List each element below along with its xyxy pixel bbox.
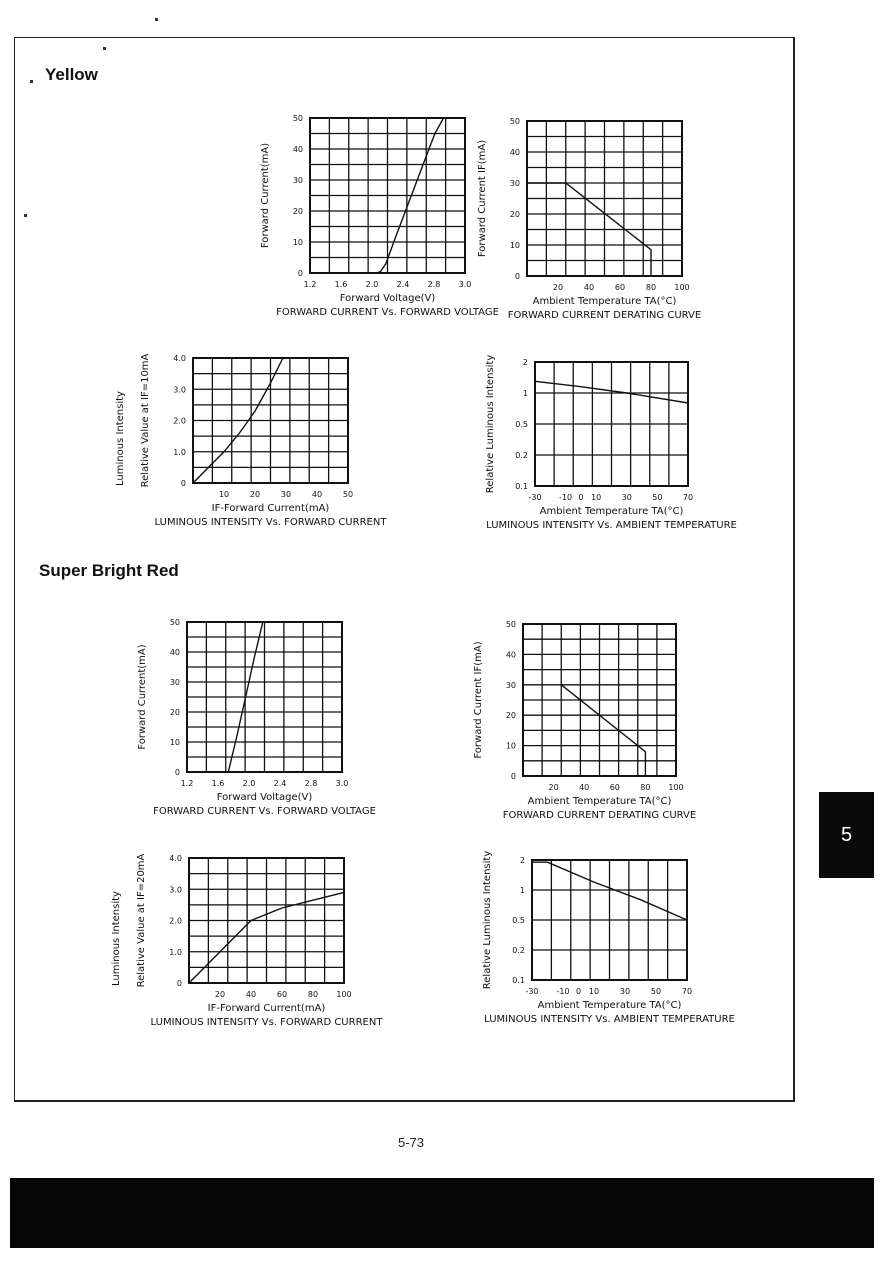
x-tick-label: 20 xyxy=(552,283,564,292)
x-tick-label: -10 xyxy=(559,493,573,502)
x-tick-label: 3.0 xyxy=(335,779,349,788)
y-tick-label: 0 xyxy=(510,772,516,781)
page-number: 5-73 xyxy=(397,1135,425,1150)
chart-red-luminous-vs-temperature xyxy=(455,838,775,1033)
x-tick-label: 1.2 xyxy=(180,779,194,788)
x-tick-label: 20 xyxy=(249,490,261,499)
x-tick-label: 60 xyxy=(276,990,288,999)
chart-title: FORWARD CURRENT Vs. FORWARD VOLTAGE xyxy=(276,307,499,318)
y-tick-label: 50 xyxy=(505,620,516,629)
chart-yellow-derating-curve xyxy=(455,110,775,325)
y-axis-label: Forward Current(mA) xyxy=(260,142,271,249)
x-tick-label: 50 xyxy=(650,987,662,996)
y-tick-label: 0.5 xyxy=(515,420,528,429)
chart-title: FORWARD CURRENT DERATING CURVE xyxy=(502,810,697,821)
x-tick-label: 30 xyxy=(621,493,632,502)
chart-svg xyxy=(120,612,420,822)
y-tick-label: 50 xyxy=(169,618,180,627)
x-axis-label: Ambient Temperature TA(°C) xyxy=(532,296,677,307)
chart-svg xyxy=(100,340,420,535)
y-tick-label: 0.2 xyxy=(515,451,528,460)
x-tick-label: 3.0 xyxy=(458,280,472,289)
x-tick-label: 10 xyxy=(591,493,602,502)
y-tick-label: 2.0 xyxy=(173,416,186,426)
y-tick-label: 20 xyxy=(509,210,520,219)
y-tick-label: 0 xyxy=(180,479,186,488)
y-tick-label: 1.0 xyxy=(173,447,186,457)
x-axis-label: IF-Forward Current(mA) xyxy=(207,1003,326,1014)
x-tick-label: 2.4 xyxy=(396,280,410,289)
y-tick-label: 0 xyxy=(176,979,182,988)
x-tick-label: 100 xyxy=(668,783,684,792)
chart-title: LUMINOUS INTENSITY Vs. AMBIENT TEMPERATURE xyxy=(484,1014,735,1025)
chart-red-derating-curve xyxy=(455,612,775,822)
chart-title: FORWARD CURRENT Vs. FORWARD VOLTAGE xyxy=(153,806,376,817)
x-tick-label: 30 xyxy=(619,987,631,996)
chart-title: LUMINOUS INTENSITY Vs. FORWARD CURRENT xyxy=(150,1017,383,1028)
chart-title: FORWARD CURRENT DERATING CURVE xyxy=(507,310,702,321)
x-tick-label: 100 xyxy=(674,283,690,292)
y-tick-label: 10 xyxy=(505,741,516,751)
y-tick-label: 20 xyxy=(505,711,516,721)
x-tick-label: 0 xyxy=(575,987,582,996)
x-axis-label: Ambient Temperature TA(°C) xyxy=(527,796,672,807)
x-tick-label: 2.8 xyxy=(427,280,441,289)
y-tick-label: 0.1 xyxy=(512,976,525,985)
y-tick-label: 0.2 xyxy=(512,946,525,955)
y-axis-label: Relative Value at IF=10mA xyxy=(140,353,151,488)
y-tick-label: 40 xyxy=(169,648,180,657)
chart-yellow-luminous-vs-temperature xyxy=(455,340,775,535)
y-tick-label: 50 xyxy=(292,114,303,123)
x-tick-label: 1.2 xyxy=(303,280,317,289)
y-tick-label: 4.0 xyxy=(169,854,182,863)
x-tick-label: 60 xyxy=(614,283,626,292)
y-tick-label: 2 xyxy=(519,856,525,865)
x-axis-label: IF-Forward Current(mA) xyxy=(211,503,330,514)
x-tick-label: 1.6 xyxy=(211,779,225,788)
scan-speck xyxy=(155,18,158,21)
y-tick-label: 2 xyxy=(522,358,528,367)
y-tick-label: 20 xyxy=(169,708,180,717)
bottom-black-band xyxy=(10,1178,874,1248)
y-tick-label: 1.0 xyxy=(169,947,182,957)
x-axis-label: Forward Voltage(V) xyxy=(216,792,313,803)
y-axis-label: Relative Value at IF=20mA xyxy=(136,853,147,988)
y-tick-label: 30 xyxy=(292,176,303,185)
y-tick-label: 40 xyxy=(292,145,303,154)
x-tick-label: 80 xyxy=(640,783,651,792)
y-tick-label: 0.5 xyxy=(512,916,525,925)
y-tick-label: 30 xyxy=(509,179,520,188)
x-tick-label: 2.0 xyxy=(365,280,379,289)
x-tick-label: 40 xyxy=(245,990,257,999)
x-tick-label: 40 xyxy=(579,783,590,792)
x-tick-label: 0 xyxy=(578,493,584,502)
chart-title: LUMINOUS INTENSITY Vs. FORWARD CURRENT xyxy=(154,517,387,528)
x-tick-label: 2.4 xyxy=(273,779,287,788)
x-axis-label: Forward Voltage(V) xyxy=(339,293,436,304)
chart-svg xyxy=(455,838,775,1033)
x-tick-label: -30 xyxy=(525,987,539,996)
y-tick-label: 1 xyxy=(519,886,525,895)
x-tick-label: 40 xyxy=(583,283,595,292)
x-axis-label: Ambient Temperature TA(°C) xyxy=(539,506,684,517)
x-tick-label: -30 xyxy=(528,493,542,502)
y-tick-label: 2.0 xyxy=(169,916,182,926)
y-tick-label: 10 xyxy=(169,738,180,747)
y-axis-label: Forward Current IF(mA) xyxy=(477,139,488,258)
section-title-super-bright-red: Super Bright Red xyxy=(39,561,179,580)
y-tick-label: 10 xyxy=(292,238,303,247)
y-tick-label: 20 xyxy=(292,207,303,216)
x-tick-label: 100 xyxy=(336,990,352,999)
chart-svg xyxy=(100,838,420,1033)
y-tick-label: 40 xyxy=(505,650,516,660)
chart-red-luminous-vs-current xyxy=(100,838,420,1033)
x-tick-label: 80 xyxy=(645,283,657,292)
chart-yellow-luminous-vs-current xyxy=(100,340,420,535)
x-tick-label: 80 xyxy=(307,990,319,999)
y-axis-label: Relative Luminous Intensity xyxy=(482,850,493,990)
y-tick-label: 4.0 xyxy=(173,354,186,363)
x-tick-label: 20 xyxy=(548,783,559,792)
y-axis-label: Forward Current(mA) xyxy=(137,644,148,750)
x-axis-label: Ambient Temperature TA(°C) xyxy=(537,1000,682,1011)
x-tick-label: 50 xyxy=(342,490,354,499)
y-tick-label: 10 xyxy=(509,241,520,250)
x-tick-label: 50 xyxy=(652,493,663,502)
y-tick-label: 1 xyxy=(522,389,528,398)
x-tick-label: 2.0 xyxy=(242,779,256,788)
y-tick-label: 0.1 xyxy=(515,482,528,491)
y-axis-label: Relative Luminous Intensity xyxy=(485,354,496,494)
chart-red-forward-current-vs-voltage xyxy=(120,612,420,822)
y-tick-label: 0 xyxy=(174,768,180,777)
x-tick-label: 2.8 xyxy=(304,779,318,788)
y-tick-label: 30 xyxy=(505,680,516,690)
chart-title: LUMINOUS INTENSITY Vs. AMBIENT TEMPERATURE xyxy=(486,520,737,531)
y-tick-label: 30 xyxy=(169,678,180,687)
y-tick-label: 0 xyxy=(297,269,303,278)
y-tick-label: 0 xyxy=(514,272,520,281)
section-title-yellow: Yellow xyxy=(45,65,98,84)
x-tick-label: 60 xyxy=(609,783,620,792)
x-tick-label: 10 xyxy=(218,490,230,499)
x-tick-label: 1.6 xyxy=(334,280,348,289)
x-tick-label: 40 xyxy=(311,490,323,499)
chart-svg xyxy=(455,612,775,822)
x-tick-label: 10 xyxy=(588,987,600,996)
x-tick-label: -10 xyxy=(556,987,570,996)
y-tick-label: 3.0 xyxy=(173,385,186,395)
x-tick-label: 30 xyxy=(280,490,292,499)
x-tick-label: 70 xyxy=(681,987,693,996)
y-tick-label: 50 xyxy=(509,117,520,126)
x-tick-label: 70 xyxy=(682,493,694,502)
x-tick-label: 20 xyxy=(214,990,226,999)
y-axis-label-secondary: Luminous Intensity xyxy=(115,391,126,486)
chart-svg xyxy=(455,110,775,325)
chapter-tab: 5 xyxy=(819,792,874,878)
y-tick-label: 3.0 xyxy=(169,885,182,895)
y-axis-label-secondary: Luminous Intensity xyxy=(111,891,122,986)
y-tick-label: 40 xyxy=(509,148,520,157)
y-axis-label: Forward Current IF(mA) xyxy=(473,641,484,759)
chart-svg xyxy=(455,340,775,535)
